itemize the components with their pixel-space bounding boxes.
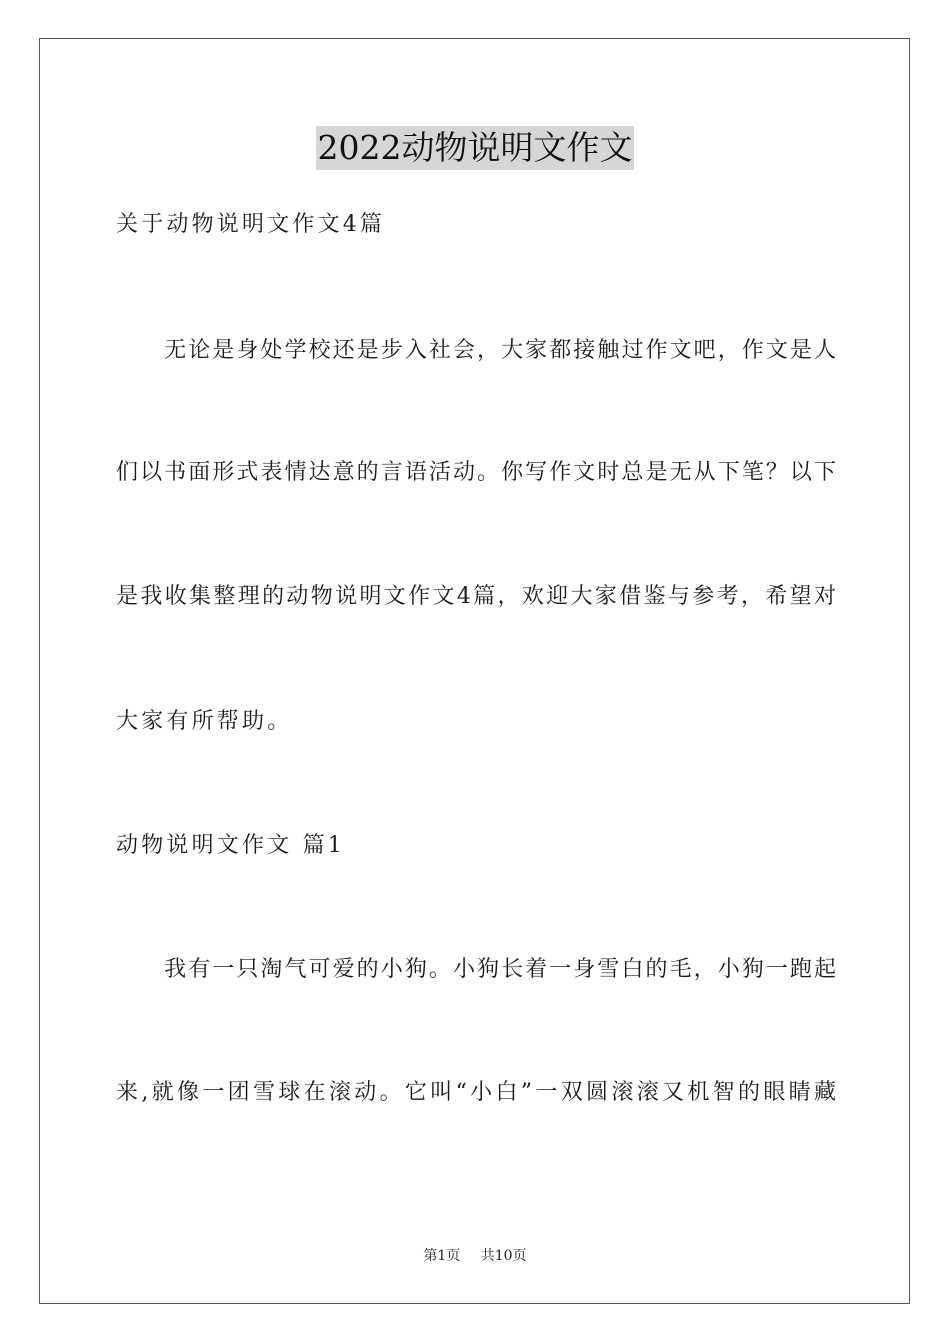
intro-line-2: 们以书面形式表情达意的言语活动。你写作文时总是无从下笔？以下 — [116, 460, 836, 485]
section-line-1: 我有一只淘气可爱的小狗。小狗长着一身雪白的毛，小狗一跑起 — [116, 957, 836, 982]
page-total: 共10页 — [480, 1248, 527, 1264]
section-heading: 动物说明文作文 篇1 — [116, 833, 345, 858]
page-footer — [0, 1246, 950, 1266]
document-subtitle: 关于动物说明文作文4篇 — [116, 212, 386, 237]
document-title: 2022动物说明文作文 — [316, 126, 635, 170]
intro-line-3: 是我收集整理的动物说明文作文4篇，欢迎大家借鉴与参考，希望对 — [116, 584, 836, 609]
intro-line-4: 大家有所帮助。 — [116, 709, 293, 734]
title-container — [0, 126, 950, 170]
page-number: 第1页 — [423, 1248, 461, 1264]
intro-line-1: 无论是身处学校还是步入社会，大家都接触过作文吧，作文是人 — [116, 338, 836, 363]
section-line-2: 来,就像一团雪球在滚动。它叫“小白”一双圆滚滚又机智的眼睛藏 — [116, 1080, 836, 1105]
